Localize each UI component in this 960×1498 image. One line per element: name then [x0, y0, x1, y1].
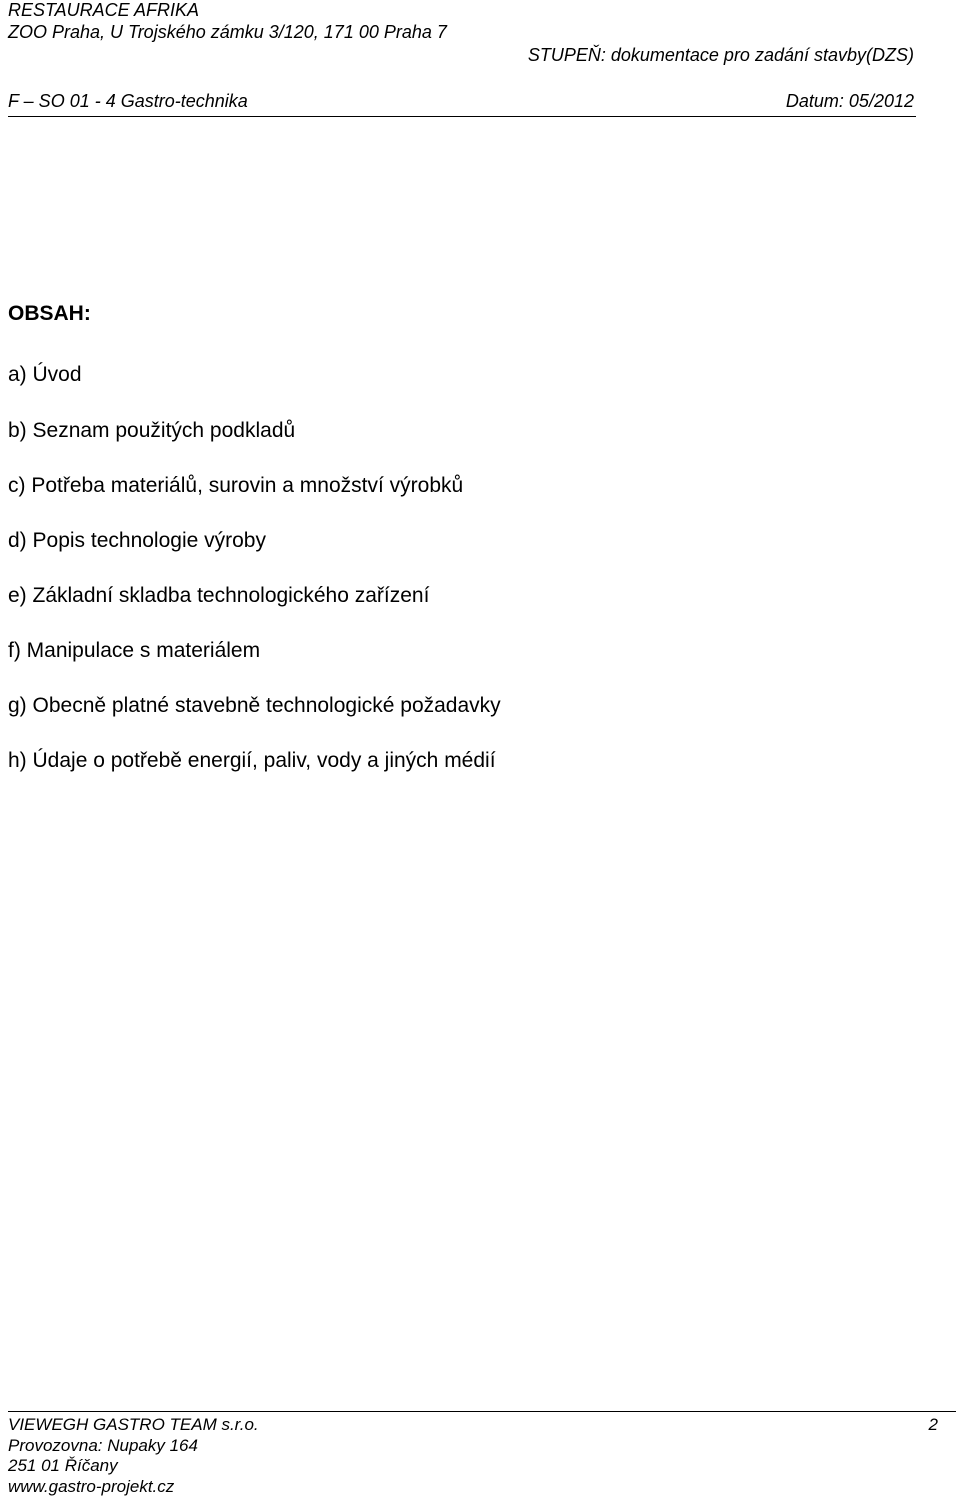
contents-item-d: d) Popis technologie výroby: [8, 529, 266, 552]
contents-item-c: c) Potřeba materiálů, surovin a množství výrobků: [8, 474, 464, 497]
project-stage: STUPEŇ: dokumentace pro zadání stavby(DZS): [527, 45, 914, 65]
contents-item-h: h) Údaje o potřebě energií, paliv, vody a jiných médií: [8, 749, 496, 772]
contents-item-a: a) Úvod: [8, 363, 82, 386]
footer-company: VIEWEGH GASTRO TEAM s.r.o.: [8, 1415, 259, 1434]
document-date: Datum: 05/2012: [785, 91, 914, 111]
contents-item-f: f) Manipulace s materiálem: [8, 639, 261, 662]
project-title: RESTAURACE AFRIKA: [8, 0, 200, 20]
contents-item-b: b) Seznam použitých podkladů: [8, 419, 296, 442]
contents-item-e: e) Základní skladba technologického zařízení: [8, 584, 430, 607]
contents-item-g: g) Obecně platné stavebně technologické požadavky: [8, 694, 501, 717]
footer-website: www.gastro-projekt.cz: [8, 1477, 175, 1496]
footer-office: Provozovna: Nupaky 164: [8, 1436, 198, 1455]
project-address: ZOO Praha, U Trojského zámku 3/120, 171 00 Praha 7: [8, 22, 447, 42]
footer-city: 251 01 Říčany: [8, 1456, 118, 1475]
page-number: 2: [928, 1415, 938, 1434]
section-title: F – SO 01 - 4 Gastro-technika: [8, 91, 248, 111]
contents-heading: OBSAH:: [8, 302, 91, 325]
header-divider: [8, 116, 916, 117]
footer-divider: [8, 1411, 956, 1412]
